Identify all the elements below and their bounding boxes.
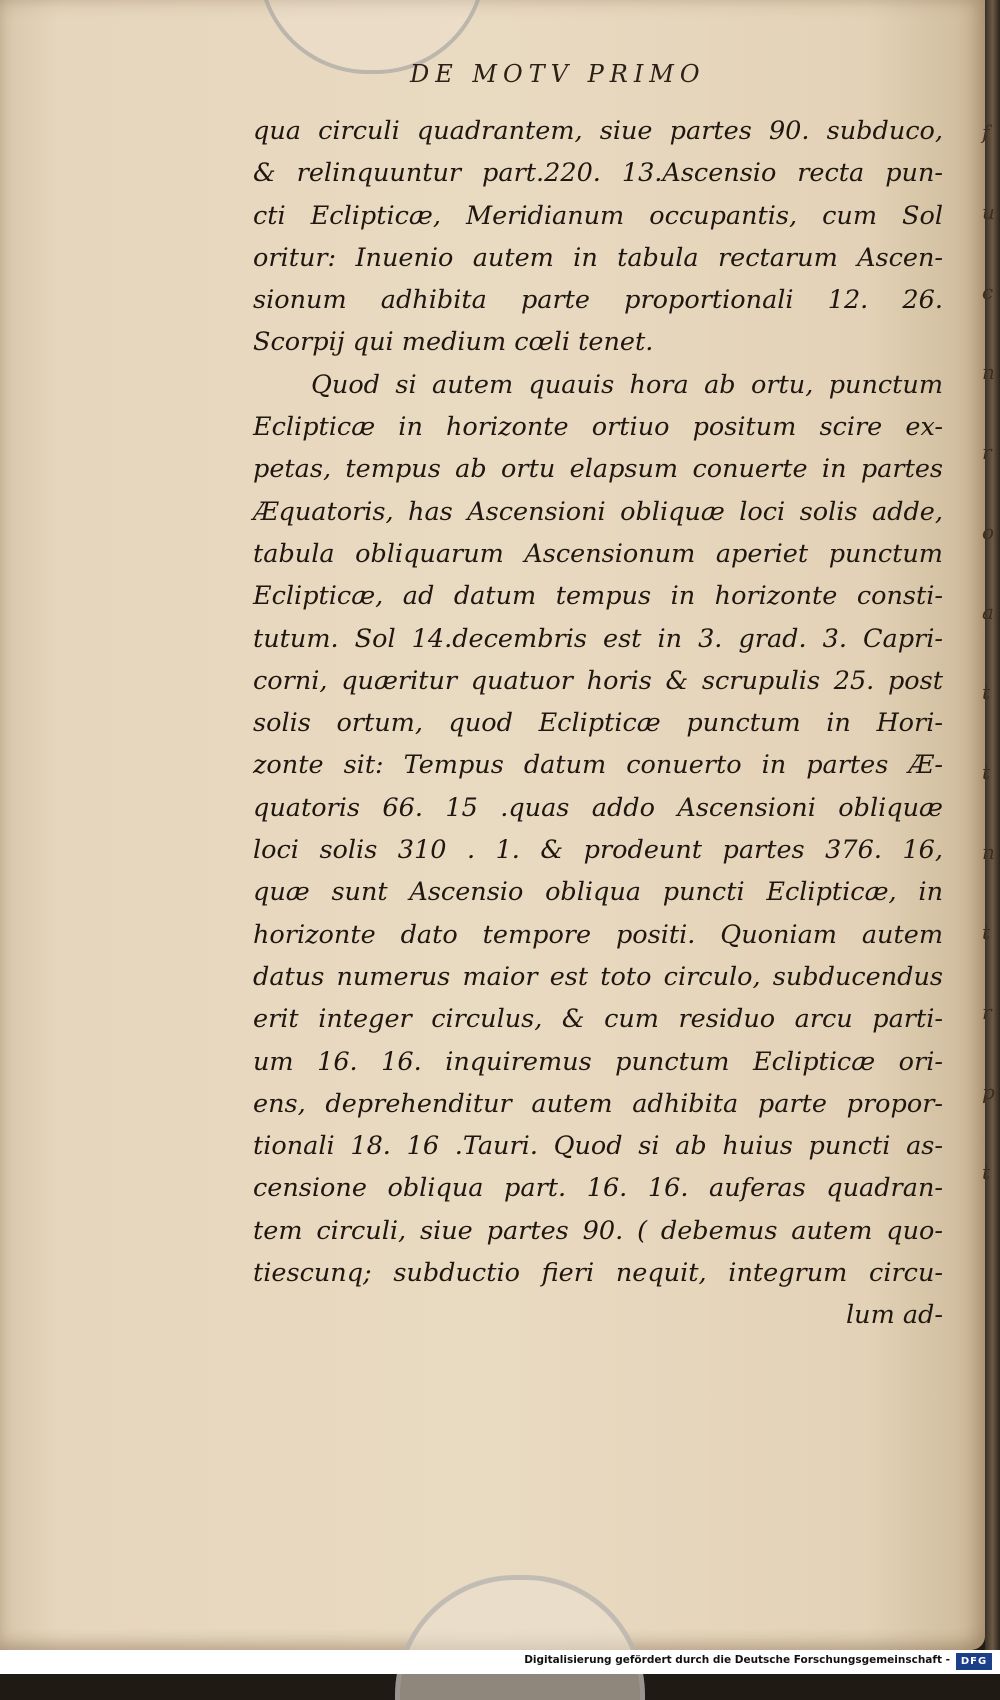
text-line: tabula obliquarum Ascensionum aperiet punctum [253, 538, 943, 569]
edge-letter: p [982, 1080, 995, 1104]
text-line: corni, quæritur quatuor horis & scrupulis 25. post [253, 665, 943, 696]
running-head: DE MOTV PRIMO [410, 60, 706, 88]
edge-letter: t [982, 1160, 991, 1184]
edge-letter: t [982, 680, 991, 704]
text-line: tionali 18. 16 .Tauri. Quod si ab huius puncti as- [253, 1131, 943, 1162]
text-line: ens, deprehenditur autem adhibita parte propor- [253, 1088, 943, 1119]
text-line: & relinquuntur part.220. 13.Ascensio recta pun- [253, 158, 943, 189]
text-line: Scorpij qui medium cœli tenet. [253, 327, 654, 358]
text-line: solis ortum, quod Eclipticæ punctum in Hori- [253, 708, 943, 739]
text-line: petas, tempus ab ortu elapsum conuerte in partes [253, 454, 943, 485]
edge-letter: f [982, 120, 990, 144]
catchword: lum ad- [845, 1300, 943, 1331]
edge-letter: o [982, 520, 995, 544]
text-line: um 16. 16. inquiremus punctum Eclipticæ ori- [253, 1046, 943, 1077]
text-line: erit integer circulus, & cum residuo arcu parti- [253, 1004, 943, 1035]
text-line: Quod si autem quauis hora ab ortu, punctum [311, 369, 943, 400]
text-line: datus numerus maior est toto circulo, subducendus [253, 961, 943, 992]
edge-letter: r [982, 1000, 992, 1024]
edge-letter: c [982, 280, 994, 304]
text-line: zonte sit: Tempus datum conuerto in partes Æ- [253, 750, 943, 781]
edge-letter: n [982, 840, 995, 864]
edge-letter: t [982, 760, 991, 784]
text-line: Æquatoris, has Ascensioni obliquæ loci solis adde, [253, 496, 943, 527]
text-line: oritur: Inuenio autem in tabula rectarum Ascen- [253, 242, 943, 273]
text-line: tem circuli, siue partes 90. ( debemus autem quo- [253, 1215, 943, 1246]
page-clip-bottom [395, 1575, 645, 1700]
text-line: Eclipticæ, ad datum tempus in horizonte consti- [253, 581, 943, 612]
text-line: tiescunq; subductio fieri nequit, integrum circu- [253, 1258, 943, 1289]
edge-letter: a [982, 600, 994, 624]
text-line: qua circuli quadrantem, siue partes 90. subduco, [253, 116, 943, 146]
dfg-logo: DFG [956, 1653, 992, 1670]
text-line: Eclipticæ in horizonte ortiuo positum scire ex- [253, 412, 943, 443]
text-line: cti Eclipticæ, Meridianum occupantis, cum Sol [253, 200, 943, 231]
adjacent-page-letters [978, 120, 1000, 1270]
funding-credit: Digitalisierung gefördert durch die Deutsche Forschungsgemeinschaft - [524, 1654, 950, 1666]
edge-letter: t [982, 920, 991, 944]
footer-bar [0, 1650, 1000, 1674]
text-line: horizonte dato tempore positi. Quoniam autem [253, 919, 943, 950]
text-line: quæ sunt Ascensio obliqua puncti Eclipticæ, in [253, 877, 943, 908]
text-line: loci solis 310 . 1. & prodeunt partes 376. 16, [253, 835, 943, 866]
text-line: censione obliqua part. 16. 16. auferas quadran- [253, 1173, 943, 1204]
edge-letter: u [982, 200, 995, 224]
text-line: quatoris 66. 15 .quas addo Ascensioni obliquæ [253, 792, 943, 823]
text-line: tutum. Sol 14.decembris est in 3. grad. 3. Capri- [253, 623, 943, 654]
edge-letter: n [982, 360, 995, 384]
body-text [253, 110, 943, 1337]
text-line: sionum adhibita parte proportionali 12. 26. [253, 285, 943, 316]
edge-letter: r [982, 440, 992, 464]
